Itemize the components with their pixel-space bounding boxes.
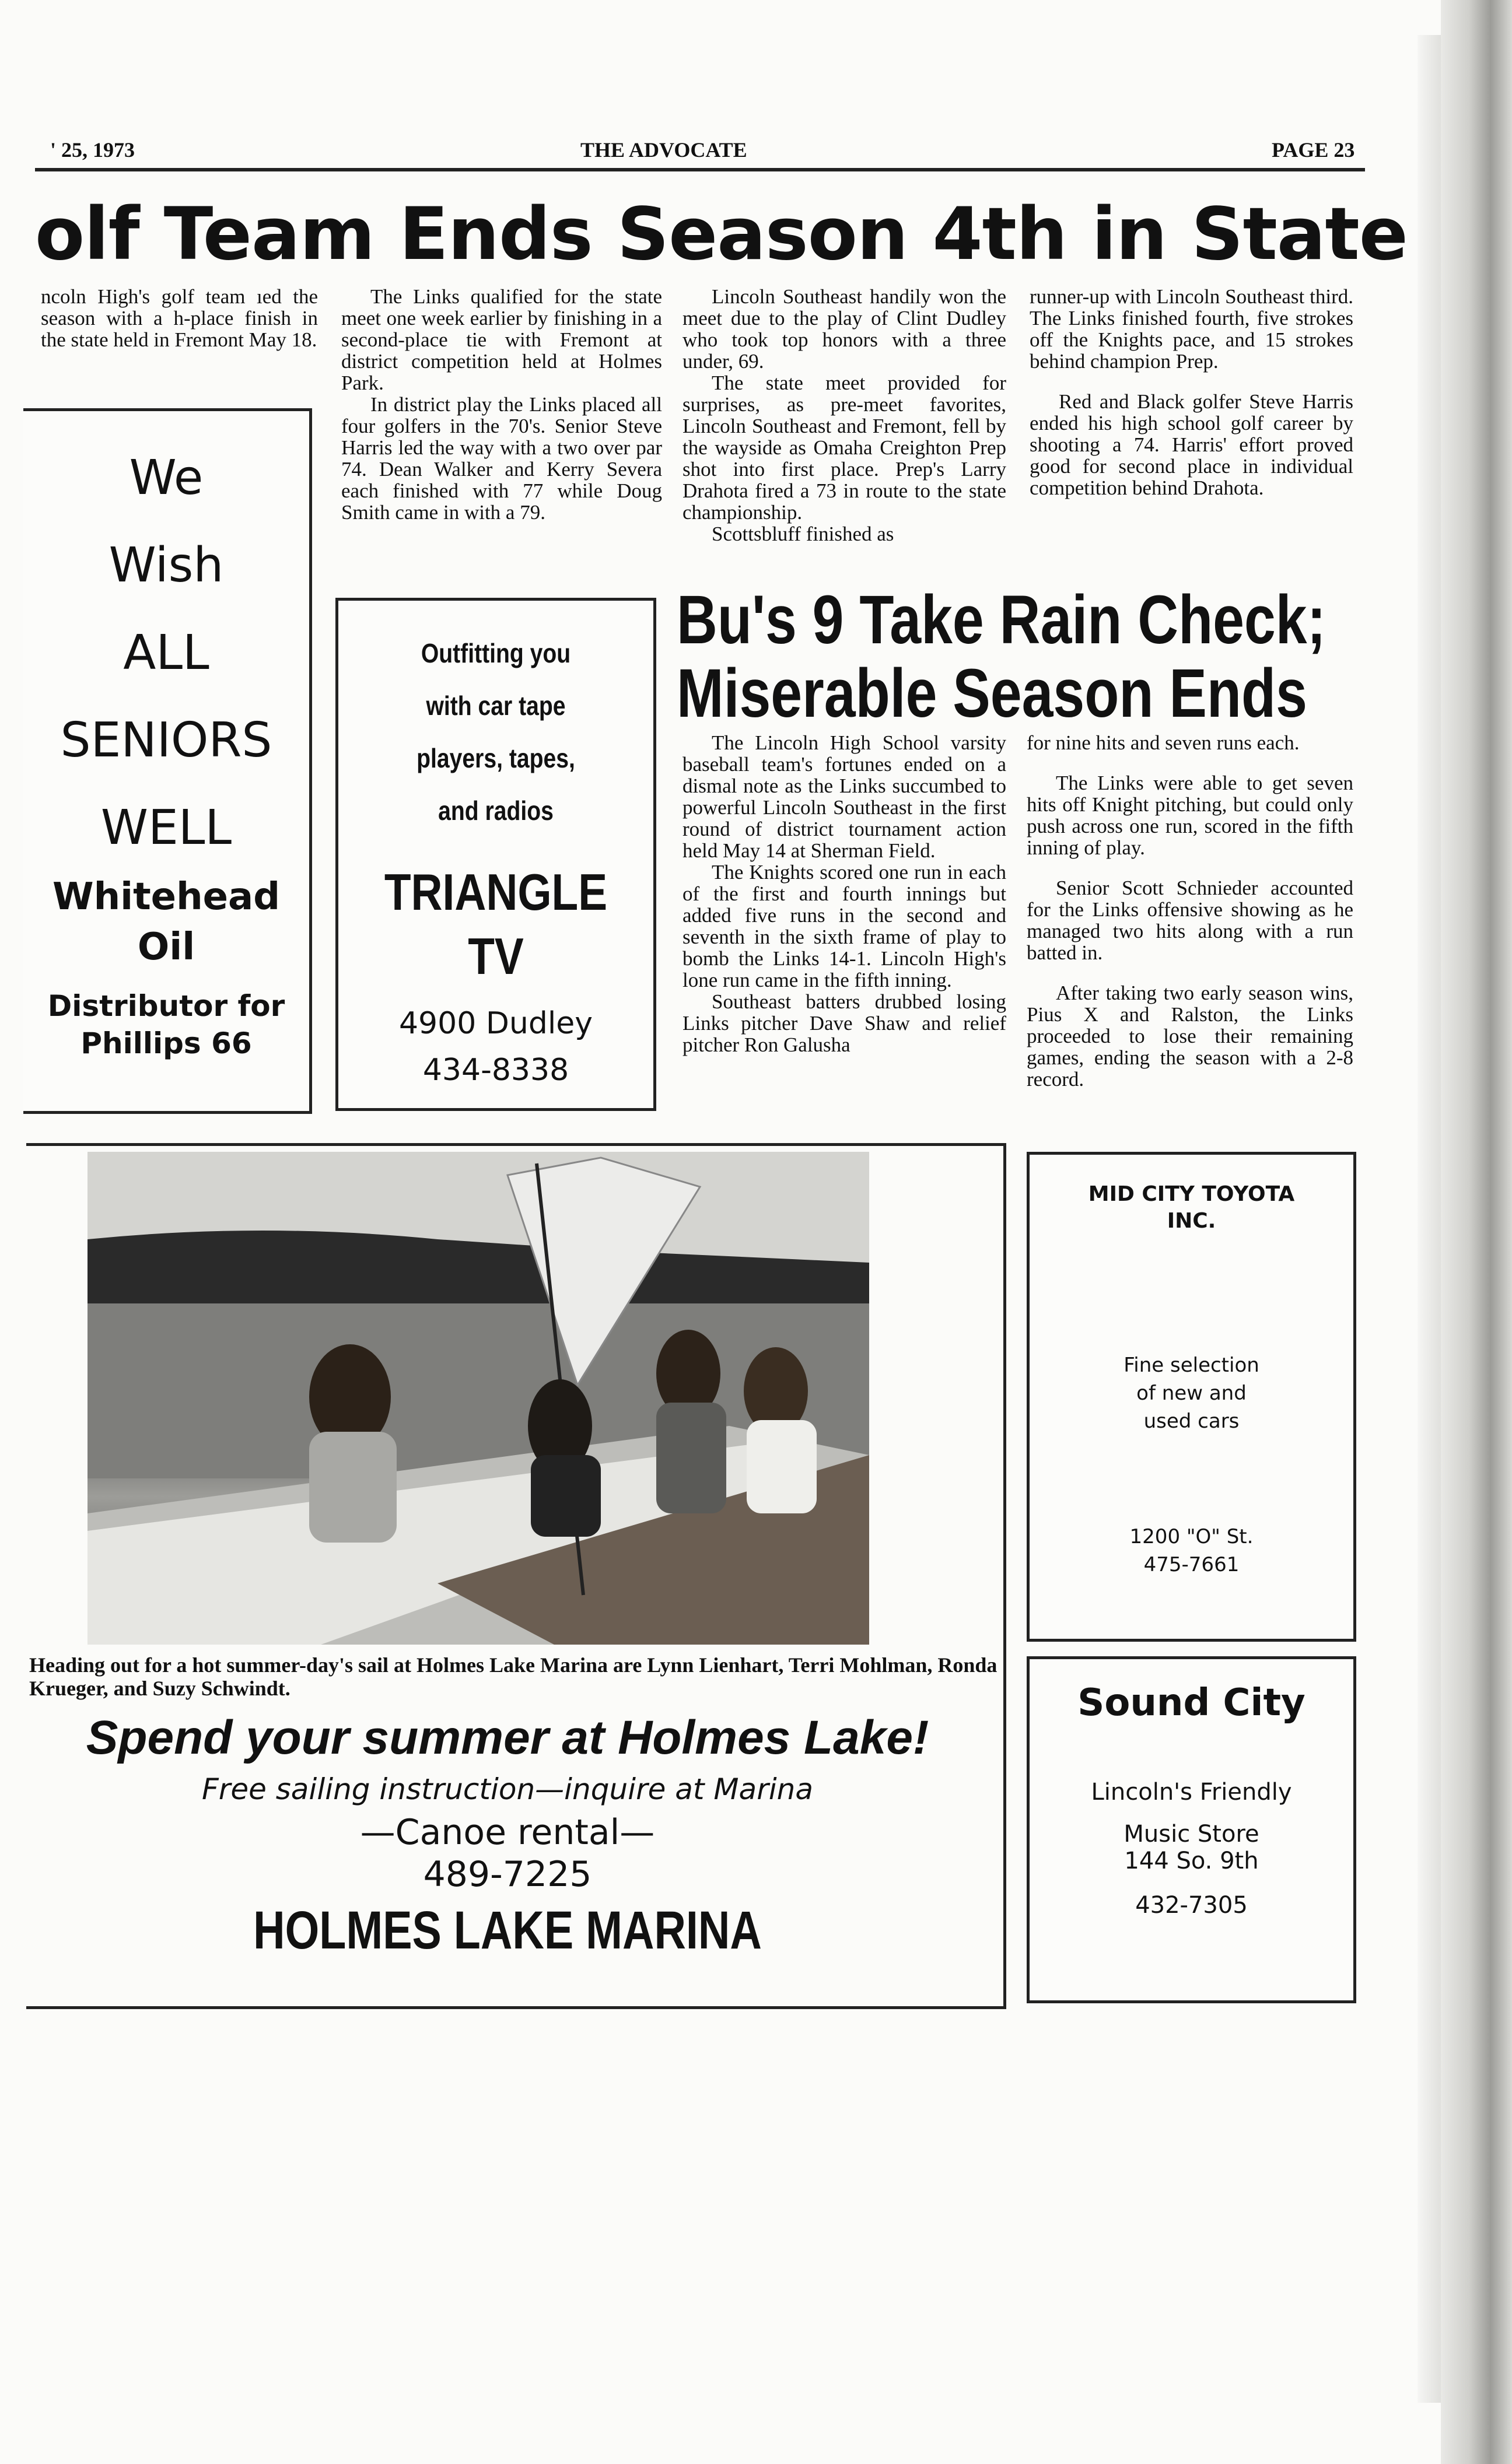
triangle-tv-ad: [335, 598, 656, 1111]
holmes-lake-marina-ad: [29, 1709, 986, 1965]
baseball-paragraph: After taking two early season wins, Pius X and Ralston, the Links proceeded to lose their remaining games, ending the season with a 2-8 record.: [1027, 982, 1353, 1091]
baseball-paragraph: Southeast batters drubbed losing Links pitcher Dave Shaw and relief pitcher Ron Galusha: [682, 990, 1006, 1056]
ad-brand: Sound City: [1077, 1681, 1306, 1725]
golf-paragraph: The Links qualified for the state meet one week earlier by finishing in a second-place tie with Fremont at district competition held at Holmes Park.: [341, 286, 662, 394]
ad-text: Fine selection: [1124, 1354, 1259, 1377]
baseball-column-2: [1027, 732, 1353, 1131]
ad-brand: Whitehead: [52, 875, 281, 919]
ad-text: WELL: [100, 800, 232, 856]
baseball-headline: [677, 581, 1326, 732]
ad-brand: Oil: [137, 926, 195, 969]
ad-text: of new and: [1136, 1382, 1247, 1405]
sound-city-ad: [1027, 1656, 1356, 2003]
ad-phone: 434-8338: [422, 1053, 569, 1088]
ad-phone: 475-7661: [1143, 1553, 1240, 1576]
mid-city-toyota-ad: [1027, 1152, 1356, 1642]
ad-tagline: players, tapes,: [416, 743, 575, 773]
ad-text: Music Store: [1124, 1821, 1259, 1848]
ad-text: used cars: [1143, 1410, 1240, 1433]
golf-paragraph: The state meet provided for surprises, as pre-meet favorites, Lincoln Southeast and Fremont, fell by the wayside as Omaha Creighton Prep shot into first place. Prep's Larry Drahota fired a 73 in route to the state championship.: [682, 371, 1006, 524]
baseball-paragraph: The Knights scored one run in each of the first and fourth innings but added five runs in the second and seventh in the sixth frame of play to bomb the Links 14-1. Lincoln High's lone run came in the fifth inning.: [682, 861, 1006, 991]
whitehead-oil-ad: [23, 408, 312, 1114]
golf-paragraph: In district play the Links placed all four golfers in the 70's. Senior Steve Harris led the way with a two over par 74. Dean Walker and Kerry Severa each finished with 77 while Doug Smith came in with a 79.: [341, 393, 662, 524]
ad-tagline: with car tape: [426, 691, 566, 721]
golf-column-2: [341, 286, 662, 577]
sailing-photo: [88, 1152, 869, 1645]
golf-column-4: [1030, 286, 1353, 572]
ad-headline: Spend your summer at Holmes Lake!: [86, 1711, 929, 1764]
baseball-paragraph: for nine hits and seven runs each.: [1027, 732, 1300, 754]
golf-paragraph: runner-up with Lincoln Southeast third. The Links finished fourth, five strokes off the Knights pace, and 15 strokes behind champion Prep.: [1030, 286, 1353, 373]
ad-brand: MID CITY TOYOTA: [1088, 1182, 1295, 1206]
ad-address: 144 So. 9th: [1124, 1848, 1259, 1874]
baseball-headline-line1: Bu's 9 Take Rain Check;: [677, 581, 1326, 658]
header-rule: [35, 168, 1365, 171]
golf-column-1: [41, 286, 318, 385]
ad-brand: INC.: [1167, 1209, 1216, 1233]
page-binding-shadow: [1418, 35, 1441, 2403]
ad-text: ALL: [123, 625, 209, 681]
ad-phone: 489-7225: [423, 1854, 592, 1895]
golf-paragraph: Lincoln Southeast handily won the meet due to the play of Clint Dudley who took top honors with a three under, 69.: [682, 286, 1006, 373]
photo-caption: Heading out for a hot summer-day's sail at Holmes Lake Marina are Lynn Lienhart, Terri Mohlman, Ronda Krueger, and Suzy Schwindt.: [29, 1653, 998, 1700]
ad-brand: TV: [468, 927, 524, 985]
ad-address: 1200 "O" St.: [1129, 1525, 1254, 1548]
ad-text: Free sailing instruction—inquire at Marina: [202, 1772, 813, 1806]
ad-subtext: Phillips 66: [80, 1026, 252, 1060]
baseball-paragraph: The Lincoln High School varsity baseball team's fortunes ended on a dismal note as the Links succumbed to powerful Lincoln Southeast in the first round of district tournament action held May 14 at Sherman Field.: [682, 732, 1006, 862]
golf-column-3: [682, 286, 1006, 572]
baseball-headline-line2: Miserable Season Ends: [677, 655, 1307, 732]
page-number: PAGE 23: [1272, 138, 1355, 162]
baseball-paragraph: Senior Scott Schnieder accounted for the Links offensive showing as he managed two hits along with a run batted in.: [1027, 877, 1353, 964]
baseball-column-1: [682, 732, 1006, 1131]
ad-brand: HOLMES LAKE MARINA: [253, 1901, 762, 1960]
newspaper-name: THE ADVOCATE: [580, 138, 747, 162]
ad-tagline: Outfitting you: [421, 638, 571, 668]
ad-subtext: Distributor for: [47, 989, 285, 1023]
ad-brand: TRIANGLE: [384, 863, 608, 921]
baseball-paragraph: The Links were able to get seven hits off Knight pitching, but could only push across one run, scored in the fifth inning of play.: [1027, 772, 1353, 859]
ad-phone: 432-7305: [1135, 1892, 1248, 1919]
ad-address: 4900 Dudley: [398, 1006, 593, 1041]
golf-paragraph: Red and Black golfer Steve Harris ended his high school golf career by shooting a 74. Harris' effort proved good for second place in individual competition behind Drahota.: [1030, 390, 1353, 499]
ad-text: Lincoln's Friendly: [1091, 1779, 1292, 1806]
ad-text: SENIORS: [60, 713, 272, 768]
ad-text: —Canoe rental—: [360, 1812, 655, 1853]
golf-paragraph: Scottsbluff finished as: [712, 523, 894, 545]
golf-paragraph: ncoln High's golf team ıed the season with a h-place finish in the state held in Fremont May 18.: [41, 286, 318, 351]
golf-headline: olf Team Ends Season 4th in State: [35, 192, 1408, 276]
page-binding: [1441, 0, 1512, 2464]
ad-tagline: and radios: [438, 795, 554, 826]
ad-text: Wish: [108, 538, 224, 593]
issue-date: ' 25, 1973: [50, 138, 135, 162]
sailing-photo-illustration: [88, 1152, 869, 1645]
ad-text: We: [129, 450, 204, 506]
